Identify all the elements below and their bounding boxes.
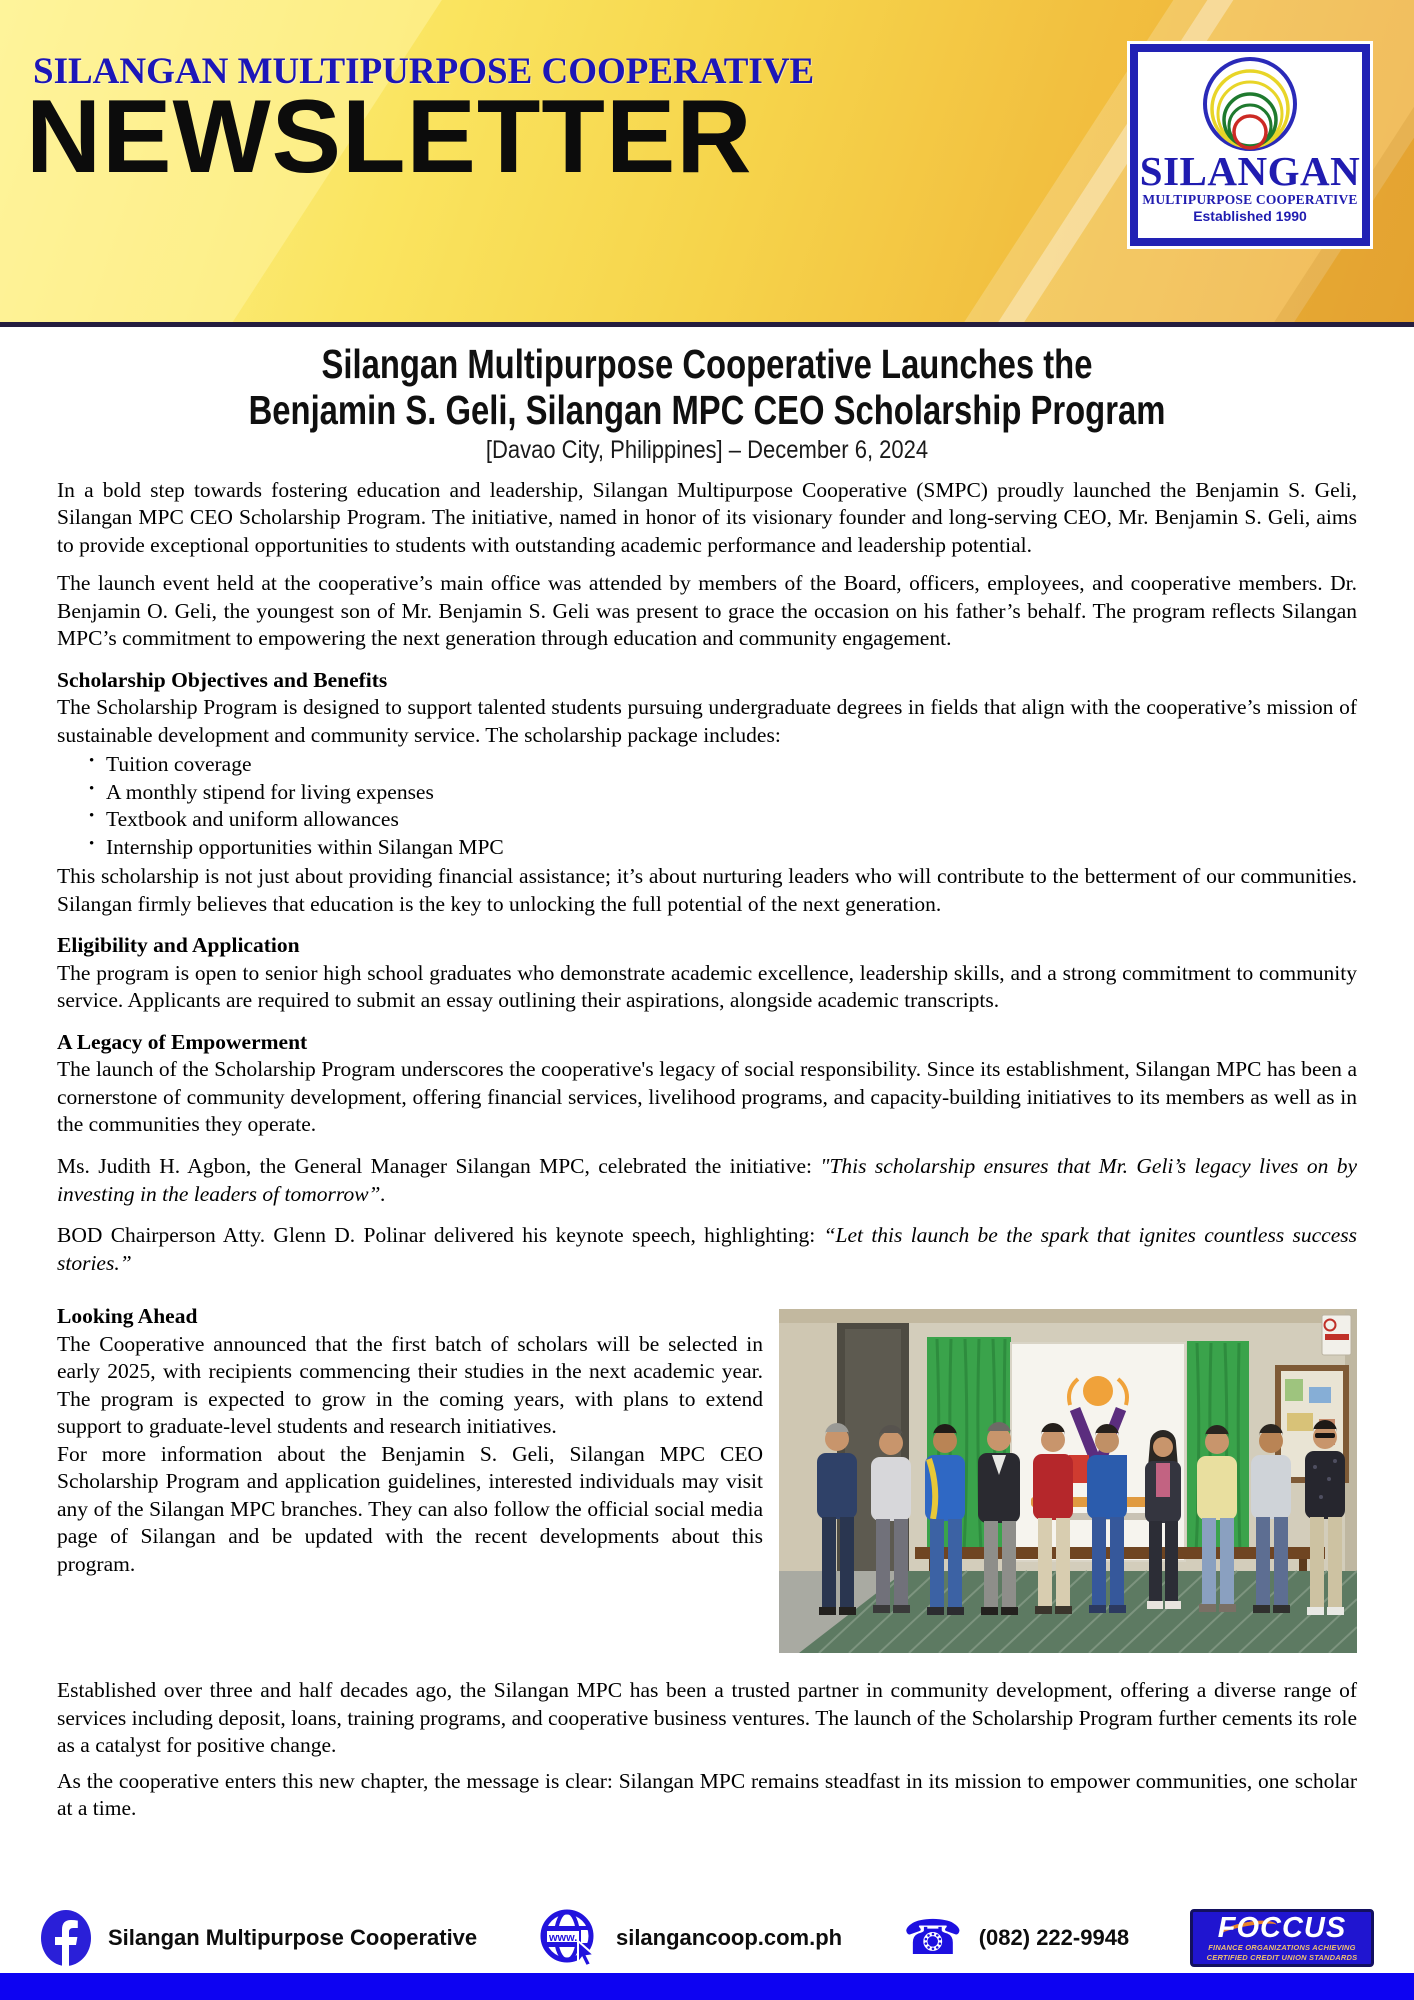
website-label: silangancoop.com.ph (615, 1925, 843, 1950)
logo-name: SILANGAN (1139, 148, 1361, 194)
phone-label: (082) 222-9948 (978, 1925, 1130, 1950)
list-item: • Textbook and uniform allowances (89, 806, 1357, 834)
logo-subtitle: MULTIPURPOSE COOPERATIVE (1142, 191, 1358, 207)
footer (0, 1903, 1414, 2000)
silangan-logo (1130, 44, 1370, 246)
paragraph: Established over three and half decades ago, the Silangan MPC has been a trusted partner in community development, offering a diverse range of services including deposit, loans, training programs, and cooperative business ventures. The launch of the Scholarship Program further cements its role as a catalyst for positive change. (57, 1678, 1357, 1758)
header-banner (0, 0, 1414, 322)
list-item: • Tuition coverage (89, 751, 1357, 779)
quote-paragraph (57, 1222, 1357, 1277)
paragraph: The Scholarship Program is designed to support talented students pursuing undergraduate degrees in fields that align with the cooperative’s mission of sustainable development and community service. The scholarship package includes: (57, 695, 1357, 747)
event-photo (779, 1309, 1357, 1653)
article-title-block (0, 327, 1414, 465)
closing-block (57, 1663, 1357, 1823)
paragraph: For more information about the Benjamin S. Geli, Silangan MPC CEO Scholarship Program and application guidelines, interested individuals may visit any of the Silangan MPC branches. They can also follow the official social media page of Silangan and be updated with the recent developments about this program. (57, 1441, 763, 1576)
paragraph: This scholarship is not just about providing financial assistance; it’s about nurturing leaders who will contribute to the betterment of our communities. Silangan firmly believes that education is the key to unlocking the full potential of the next generation. (57, 864, 1357, 916)
phone-group (902, 1910, 1130, 1966)
looking-ahead-section (57, 1303, 1357, 1578)
list-item: • A monthly stipend for living expenses (89, 779, 1357, 807)
section-heading: Looking Ahead (57, 1304, 198, 1329)
paragraph: The Cooperative announced that the first batch of scholars will be selected in early 2025, with recipients commencing their studies in the next academic year. The program is expected to grow in the coming years, with plans to extend support to graduate-level students and research initiatives. (57, 1331, 763, 1439)
paragraph: The program is open to senior high school graduates who demonstrate academic excellence, leadership skills, and a strong commitment to community service. Applicants are required to submit an essay outlining their aspirations, alongside academic transcripts. (57, 960, 1357, 1013)
article-title-line2: Benjamin S. Geli, Silangan MPC CEO Scholarship Program (248, 387, 1166, 434)
quote-intro: Ms. Judith H. Agbon, the General Manager Silangan MPC, celebrated the initiative: (57, 1154, 821, 1178)
phone-icon: ☎ (902, 1910, 963, 1966)
section-heading: Eligibility and Application (57, 933, 300, 958)
website-globe-icon (538, 1907, 600, 1969)
paragraph: The launch of the Scholarship Program underscores the cooperative's legacy of social responsibility. Since its establishment, Silangan MPC has been a cornerstone of community development, offering financial services, livelihood programs, and capacity-building initiatives to its members as well as in the communities they operate. (57, 1057, 1357, 1137)
facebook-label: Silangan Multipurpose Cooperative (108, 1925, 478, 1950)
website-group (538, 1907, 842, 1969)
svg-text:www.: www. (548, 1932, 578, 1944)
benefits-list (57, 751, 1357, 861)
paragraph: In a bold step towards fostering education and leadership, Silangan Multipurpose Cooperative (SMPC) proudly launched the Benjamin S. Geli, Silangan MPC CEO Scholarship Program. The initiative, named in honor of its visionary founder and long-serving CEO, Mr. Benjamin S. Geli, aims to provide exceptional opportunities to students with outstanding academic performance and leadership potential. (57, 477, 1357, 557)
paragraph: The launch event held at the cooperative’s main office was attended by members of the Board, officers, employees, and cooperative members. Dr. Benjamin O. Geli, the youngest son of Mr. Benjamin S. Geli was present to grace the occasion on his father’s behalf. The program reflects Silangan MPC’s commitment to empowering the next generation through education and community engagement. (57, 571, 1357, 651)
article-body (0, 465, 1414, 1823)
newsletter-title: NEWSLETTER (26, 79, 753, 195)
list-item: • Internship opportunities within Silangan MPC (89, 834, 1357, 862)
footer-contact-row (0, 1903, 1414, 1973)
article-title-line1: Silangan Multipurpose Cooperative Launches the (321, 341, 1093, 387)
section-heading: Scholarship Objectives and Benefits (57, 667, 388, 692)
foccus-tagline-1: FINANCE ORGANIZATIONS ACHIEVING (1208, 1943, 1356, 1953)
article-dateline: [Davao City, Philippines] – December 6, 2024 (485, 435, 929, 464)
foccus-tagline-2: CERTIFIED CREDIT UNION STANDARDS (1206, 1952, 1358, 1962)
footer-bottom-bar (0, 1973, 1414, 2000)
org-name: SILANGAN MULTIPURPOSE COOPERATIVE (33, 51, 815, 92)
facebook-group (40, 1909, 477, 1967)
foccus-logo (1190, 1909, 1374, 1967)
facebook-icon (40, 1909, 92, 1967)
paragraph: As the cooperative enters this new chapter, the message is clear: Silangan MPC remains steadfast in its mission to empower communities, one scholar at a time. (57, 1768, 1357, 1821)
quote-text: “Let this launch be the spark that ignites countless success stories.” (57, 1223, 1358, 1275)
foccus-name: FOCCUS (1217, 1912, 1347, 1945)
silangan-logo-circles-icon (1190, 56, 1310, 152)
section-heading: A Legacy of Empowerment (57, 1029, 308, 1054)
logo-established: Established 1990 (1193, 207, 1307, 224)
quote-intro: BOD Chairperson Atty. Glenn D. Polinar delivered his keynote speech, highlighting: (57, 1223, 824, 1248)
quote-text: "This scholarship ensures that Mr. Geli’s legacy lives on by investing in the leaders of tomorrow”. (57, 1154, 1357, 1206)
quote-paragraph (57, 1153, 1357, 1208)
